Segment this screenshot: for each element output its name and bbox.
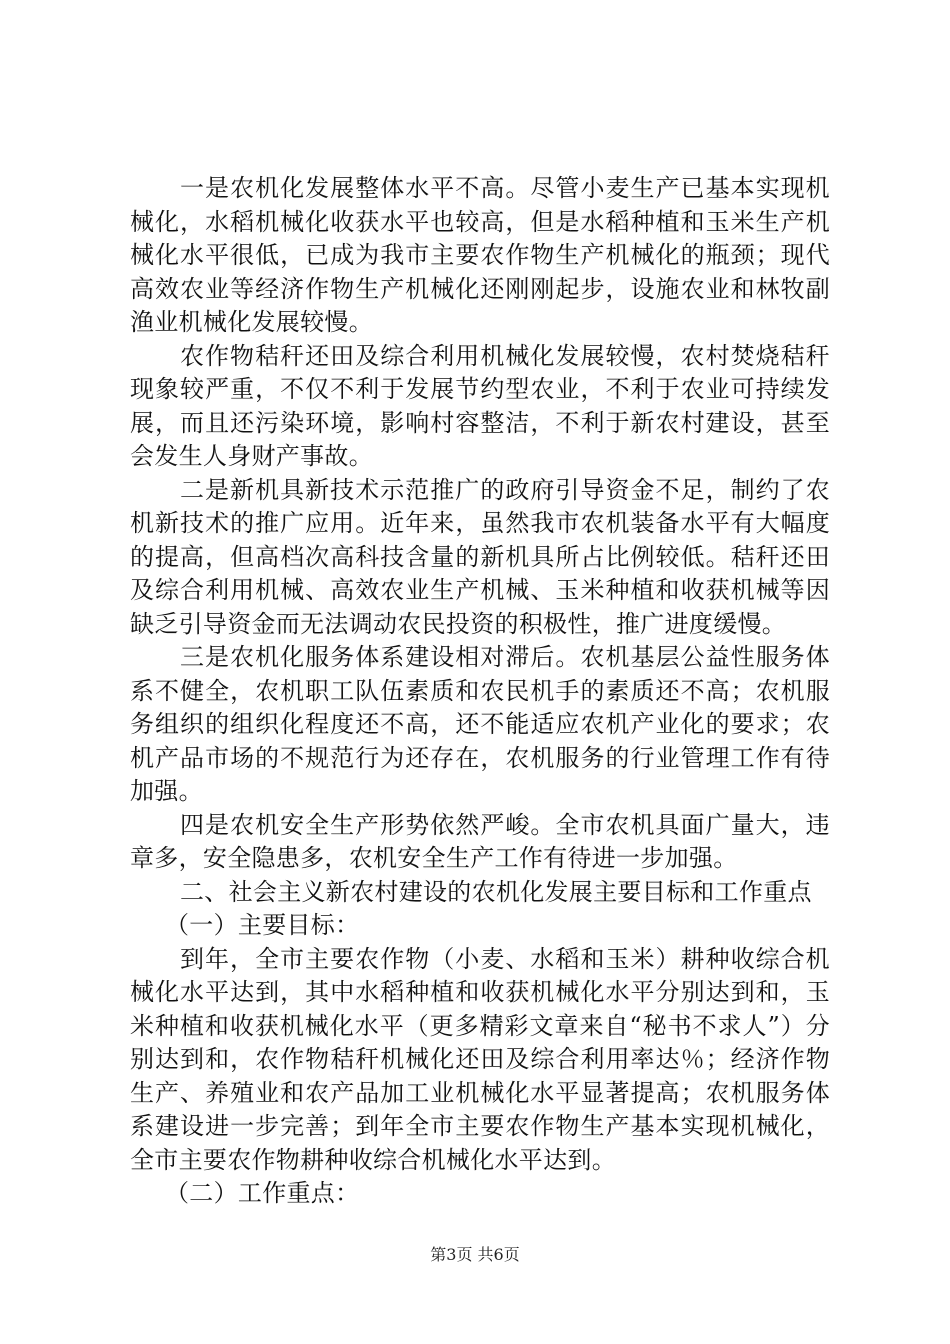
paragraph-safety-production: 四是农机安全生产形势依然严峻。全市农机具面广量大，违章多，安全隐患多，农机安全生产工作有待进一步加强。 xyxy=(130,810,830,872)
paragraph-straw-utilization: 农作物秸秆还田及综合利用机械化发展较慢，农村焚烧秸秆现象较严重，不仅不利于发展节约型农业，不利于农业可持续发展，而且还污染环境，影响村容整洁，不利于新农村建设，甚至会发生人身财产事故。 xyxy=(130,341,830,470)
page-number-footer: 第3页 共6页 xyxy=(430,1245,520,1264)
subheading-work-focus: （二）工作重点： xyxy=(165,1179,360,1207)
section-heading-goals: 二、社会主义新农村建设的农机化发展主要目标和工作重点 xyxy=(180,877,812,906)
paragraph-guidance-funds: 二是新机具新技术示范推广的政府引导资金不足，制约了农机新技术的推广应用。近年来，虽然我市农机装备水平有大幅度的提高，但高档次高科技含量的新机具所占比例较低。秸秆还田及综合利用机械、高效农业生产机械、玉米种植和收获机械等因缺乏引导资金而无法调动农民投资的积极性，推广进度缓慢。 xyxy=(130,475,830,638)
paragraph-goals-detail: 到年，全市主要农作物（小麦、水稻和玉米）耕种收综合机械化水平达到，其中水稻种植和收获机械化水平分别达到和，玉米种植和收获机械化水平（更多精彩文章来自“秘书不求人”）分别达到和，农作物秸秆机械化还田及综合利用率达％；经济作物生产、养殖业和农产品加工业机械化水平显著提高；农机服务体系建设进一步完善；到年全市主要农作物生产基本实现机械化，全市主要农作物耕种收综合机械化水平达到。 xyxy=(130,944,830,1174)
document-body xyxy=(130,172,830,1211)
paragraph-service-system: 三是农机化服务体系建设相对滞后。农机基层公益性服务体系不健全，农机职工队伍素质和农民机手的素质还不高；农机服务组织的组织化程度还不高，还不能适应农机产业化的要求；农机产品市场的不规范行为还存在，农机服务的行业管理工作有待加强。 xyxy=(130,643,830,805)
subheading-main-goals: （一）主要目标： xyxy=(165,911,360,939)
paragraph-mechanization-level: 一是农机化发展整体水平不高。尽管小麦生产已基本实现机械化，水稻机械化收获水平也较高，但是水稻种植和玉米生产机械化水平很低，已成为我市主要农作物生产机械化的瓶颈；现代高效农业等经济作物生产机械化还刚刚起步，设施农业和林牧副渔业机械化发展较慢。 xyxy=(130,174,830,336)
